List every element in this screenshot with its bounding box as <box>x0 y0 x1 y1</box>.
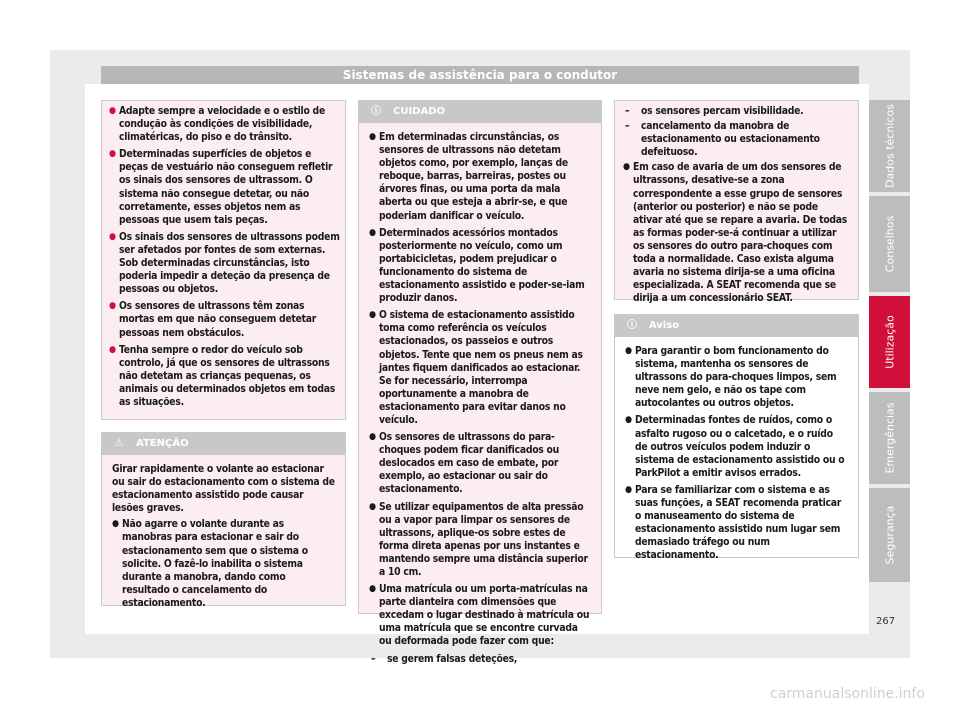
right-bullet-list <box>623 161 850 305</box>
info-square-icon: ⓘ <box>627 320 637 331</box>
bullet-marker: ● <box>109 106 116 116</box>
tab-emergencias[interactable]: Emergências <box>869 392 910 484</box>
list-item-text: Os sinais dos sensores de ultrassons podem ser afetados por fontes de som externas. Sob determinadas circunstâncias, isto poderia impedir a deteção da presença de pessoas ou objetos. <box>119 230 340 296</box>
atencao-header <box>102 433 345 455</box>
list-item <box>112 518 335 610</box>
list-item-text: Determinadas fontes de ruídos, como o asfalto rugoso ou o calcetado, e o ruído de outros veículos podem induzir o sistema de estacionamento assistido ou o ParkPilot a emitir avisos errados. <box>635 414 845 479</box>
sub-item <box>369 653 591 666</box>
list-item <box>109 300 341 339</box>
aviso-box <box>614 314 859 562</box>
atencao-bullet-list <box>112 518 335 610</box>
bullet-marker: ● <box>625 484 632 495</box>
bullet-marker: ● <box>109 231 116 242</box>
page-number: 267 <box>876 616 896 627</box>
bullet-marker: ● <box>623 162 630 173</box>
aviso-title: Aviso <box>649 320 680 331</box>
list-item-text: O sistema de estacionamento assistido toma como referência os veículos estacionados, os passeios e outros objetos. Tente que nem os pneus nem as jantes fiquem danificados ao estacionar. Se for necessário, interrompa oportunamente a manobra de estacionamento para evitar danos no veículo. <box>379 309 583 426</box>
atencao-intro: Girar rapidamente o volante ao estacionar ou sair do estacionamento com o sistema de estacionamento assistido pode causar lesões graves. <box>112 463 335 515</box>
atencao-title: ATENÇÃO <box>136 438 189 449</box>
list-item <box>109 344 341 409</box>
cuidado-title: CUIDADO <box>393 106 446 117</box>
dash-marker: – <box>371 652 376 665</box>
list-item <box>369 131 591 223</box>
sub-item <box>623 105 850 118</box>
dash-marker: – <box>625 120 630 133</box>
sub-item-text: cancelamento da manobra de estacionamento ou estacionamento defeituoso. <box>641 120 820 159</box>
list-item-text: Em caso de avaria de um dos sensores de ultrassons, desative-se a zona correspondente a esse grupo de sensores (anterior ou posterior) e não se pode ativar até que se repare a avaria. De todas as formas poder-se-á continuar a utilizar os sensores do outro para-choques com toda a normalidade. Caso exista alguma avaria no sistema dirija-se a uma oficina especializada. A SEAT recomenda que se dirija a um concessionário SEAT. <box>633 161 848 305</box>
list-item <box>369 431 591 496</box>
list-item <box>369 583 591 648</box>
list-item <box>109 148 341 227</box>
list-item <box>623 161 850 305</box>
bullet-marker: ● <box>625 346 632 356</box>
sub-item <box>623 120 850 159</box>
list-item <box>625 414 848 479</box>
list-item-text: Uma matrícula ou um porta-matrículas na parte dianteira com dimensões que excedam o lugar destinado à matrícula ou uma matrícula que se encontre curvada ou deformada pode fazer com que: <box>379 583 590 648</box>
tab-seguranca[interactable]: Segurança <box>869 488 910 582</box>
bullet-marker: ● <box>625 415 632 426</box>
sub-item-text: se gerem falsas deteções, <box>387 652 518 665</box>
list-item-text: Os sensores de ultrassons têm zonas mortas em que não conseguem detetar pessoas nem obstáculos. <box>119 300 317 339</box>
list-item-text: Para se familiarizar com o sistema e as suas funções, a SEAT recomenda praticar o manuseamento do sistema de estacionamento assistido num lugar sem demasiado tráfego ou num estacionamento. <box>635 483 842 562</box>
aviso-bullet-list <box>625 345 848 563</box>
safety-notes-box <box>101 100 346 420</box>
list-item-text: Em determinadas circunstâncias, os sensores de ultrassons não detetam objetos como, por exemplo, lanças de reboque, barras, barreiras, postes ou árvores finas, ou uma porta da mala aberta ou que esteja a abrir-se, e que poderiam danificar o veículo. <box>379 131 568 222</box>
tab-dados-tecnicos[interactable]: Dados técnicos <box>869 100 910 192</box>
cuidado-continued-box <box>614 100 859 305</box>
atencao-box <box>101 432 346 609</box>
sub-item-text: os sensores percam visibilidade. <box>641 105 804 117</box>
info-circle-icon: ⓘ <box>371 106 381 117</box>
left-bullet-list <box>109 105 341 413</box>
list-item <box>369 309 591 427</box>
right-sub-list <box>623 105 850 159</box>
aviso-header <box>615 315 858 337</box>
bullet-marker: ● <box>369 584 376 595</box>
list-item-text: Determinadas superfícies de objetos e peças de vestuário não conseguem refletir os sinais dos sensores de ultrassom. O sistema não consegue detetar, ou não corretamente, esses objetos nem as pessoas que usem tais peças. <box>119 148 333 226</box>
list-item-text: Não agarre o volante durante as manobras para estacionar e sair do estacionamento sem que o sistema o solicite. O fazê-lo inabilita o sistema durante a manobra, dando como resultado o cancelamento do estacionamento. <box>122 518 308 609</box>
list-item <box>369 227 591 306</box>
bullet-marker: ● <box>369 310 376 321</box>
list-item-text: Se utilizar equipamentos de alta pressão ou a vapor para limpar os sensores de ultrassons, aplique-os sobre estes de forma direta apenas por uns instantes e mantendo sempre uma distância superior a 10 cm. <box>379 500 588 578</box>
list-item-text: Tenha sempre o redor do veículo sob controlo, já que os sensores de ultrassons não detetam as crianças pequenas, os animais ou determinados objetos em todas as situações. <box>119 343 335 408</box>
watermark-text: carmanualsonline.info <box>770 686 925 702</box>
list-item-text: Para garantir o bom funcionamento do sistema, mantenha os sensores de ultrassons do para-choques limpos, sem neve nem gelo, e não os tape com autocolantes ou outros objetos. <box>635 345 837 410</box>
section-header: Sistemas de assistência para o condutor <box>101 66 859 84</box>
cuidado-box <box>358 100 602 665</box>
list-item <box>109 231 341 296</box>
list-item <box>625 345 848 410</box>
bullet-marker: ● <box>109 149 116 160</box>
list-item-text: Determinados acessórios montados posteriormente no veículo, como um portabicicletas, podem prejudicar o funcionamento do sistema de estacionamento assistido e poder-se-iam produzir danos. <box>379 226 585 305</box>
tab-conselhos[interactable]: Conselhos <box>869 196 910 292</box>
cuidado-header <box>359 101 601 123</box>
bullet-marker: ● <box>369 501 376 512</box>
bullet-marker: ● <box>109 301 116 312</box>
tab-utilizacao[interactable]: Utilização <box>869 296 910 388</box>
list-item <box>369 501 591 580</box>
list-item-text: Os sensores de ultrassons do para-choques podem ficar danificados ou deslocados em caso de embate, por exemplo, ao estacionar ou sair do estacionamento. <box>379 431 560 496</box>
dash-marker: – <box>625 105 630 117</box>
bullet-marker: ● <box>369 227 376 238</box>
list-item-text: Adapte sempre a velocidade e o estilo de condução às condições de visibilidade, climatéricas, do piso e do trânsito. <box>119 105 325 144</box>
list-item <box>109 105 341 144</box>
bullet-marker: ● <box>112 519 119 530</box>
cuidado-bullet-list <box>369 131 591 649</box>
bullet-marker: ● <box>369 132 376 142</box>
bullet-marker: ● <box>369 432 376 443</box>
bullet-marker: ● <box>109 344 116 355</box>
cuidado-sub-list <box>369 653 591 666</box>
list-item <box>625 484 848 563</box>
warning-triangle-icon: ⚠ <box>114 438 124 449</box>
